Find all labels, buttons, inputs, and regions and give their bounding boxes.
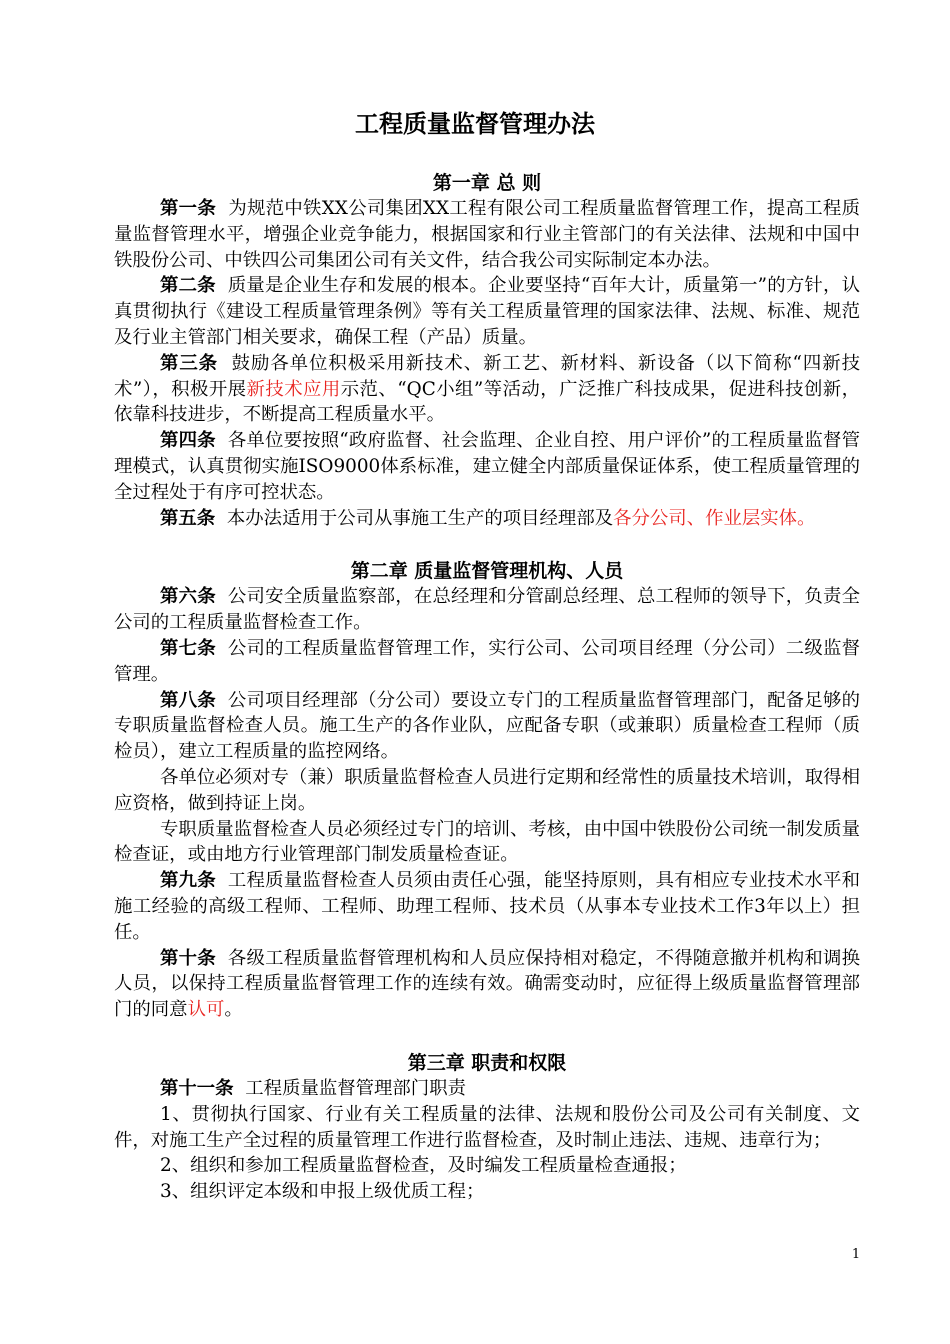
- article-1: [114, 196, 860, 273]
- article-5: [114, 506, 860, 532]
- article-label: 第十条: [160, 947, 216, 969]
- article-label: 第四条: [160, 430, 216, 452]
- article-label: 第七条: [160, 637, 216, 659]
- revision-highlight: 新技术应用: [246, 378, 341, 400]
- article-4: [114, 428, 860, 505]
- article-3: [114, 351, 860, 428]
- chapter-heading: 第二章 质量监督管理机构、人员: [350, 560, 624, 583]
- article-9: [114, 868, 860, 945]
- article-8-paragraph: 专职质量监督检查人员必须经过专门的培训、考核，由中国中铁股份公司统一制发质量检查证，或由地方行业管理部门制发质量检查证。: [114, 818, 860, 866]
- article-8: [114, 688, 860, 765]
- article-text: 鼓励各单位积极采用新技术、新工艺、新材料、新设备（以下简称“四新技术”），积极开展: [114, 352, 860, 400]
- article-text: 。: [224, 999, 243, 1021]
- article-label: 第三条: [160, 352, 219, 374]
- article-text: 各单位要按照“政府监督、社会监理、企业自控、用户评价”的工程质量监督管理模式，认真贯彻实施ISO9000体系标准，建立健全内部质量保证体系，使工程质量管理的全过程处于有序可控状态。: [114, 430, 860, 503]
- chapter-heading: 第一章 总 则: [432, 172, 542, 194]
- list-item: 3、组织评定本级和申报上级优质工程；: [160, 1181, 485, 1203]
- list-item: 1、贯彻执行国家、行业有关工程质量的法律、法规和股份公司及公司有关制度、文件，对施工生产全过程的质量管理工作进行监督检查，及时制止违法、违规、违章行为；: [114, 1103, 860, 1151]
- article-11: [114, 1076, 860, 1102]
- article-text: 各级工程质量监督管理机构和人员应保持相对稳定，不得随意撤并机构和调换人员，以保持工程质量监督管理工作的连续有效。确需变动时，应征得上级质量监督管理部门的同意: [114, 947, 860, 1021]
- article-text: 工程质量监督检查人员须由责任心强，能坚持原则，具有相应专业技术水平和施工经验的高级工程师、工程师、助理工程师、技术员（从事本专业技术工作3年以上）担任。: [114, 870, 860, 943]
- page-number: 1: [851, 1247, 861, 1262]
- article-text: 公司的工程质量监督管理工作，实行公司、公司项目经理（分公司）二级监督管理。: [114, 637, 860, 685]
- chapter-heading: 第三章 职责和权限: [407, 1051, 567, 1074]
- revision-highlight: 各分公司、作业层实体。: [613, 507, 816, 529]
- article-text: 为规范中铁XX公司集团XX工程有限公司工程质量监督管理工作，提高工程质量监督管理水平，增强企业竞争能力，根据国家和行业主管部门的有关法律、法规和中国中铁股份公司、中铁四公司集团公司有关文件，结合我公司实际制定本办法。: [114, 198, 860, 271]
- revision-highlight: 认可: [187, 999, 225, 1021]
- article-text: 本办法适用于公司从事施工生产的项目经理部及: [226, 507, 614, 529]
- article-text: 质量是企业生存和发展的根本。企业要坚持“百年大计，质量第一”的方针，认真贯彻执行《建设工程质量管理条例》等有关工程质量管理的国家法律、法规、标准、规范及行业主管部门相关要求，确保工程（产品）质量。: [114, 275, 860, 348]
- article-text: 工程质量监督管理部门职责: [245, 1077, 466, 1099]
- article-6: [114, 584, 860, 636]
- document-title: 工程质量监督管理办法: [355, 110, 595, 138]
- article-label: 第六条: [160, 586, 216, 608]
- article-text: 公司项目经理部（分公司）要设立专门的工程质量监督管理部门，配备足够的专职质量监督检查人员。施工生产的各作业队，应配备专职（或兼职）质量检查工程师（质检员），建立工程质量的监控网络。: [114, 689, 860, 763]
- article-8-paragraph: 各单位必须对专（兼）职质量监督检查人员进行定期和经常性的质量技术培训，取得相应资格，做到持证上岗。: [114, 766, 860, 814]
- article-label: 第二条: [160, 275, 216, 297]
- article-label: 第一条: [160, 198, 217, 219]
- article-label: 第五条: [160, 507, 216, 529]
- article-label: 第十一条: [160, 1077, 234, 1099]
- article-text: 示范、“QC小组”等活动，广泛推广科技成果，促进科技创新，依靠科技进步，不断提高工程质量水平。: [114, 378, 861, 426]
- article-label: 第九条: [160, 870, 216, 892]
- article-text: 公司安全质量监察部，在总经理和分管副总经理、总工程师的领导下，负责全公司的工程质量监督检查工作。: [114, 586, 860, 634]
- document-body: [114, 170, 860, 1205]
- article-7: [114, 636, 860, 688]
- article-2: [114, 273, 860, 350]
- article-label: 第八条: [160, 689, 216, 711]
- article-10: [114, 946, 860, 1023]
- list-item: 2、组织和参加工程质量监督检查，及时编发工程质量检查通报；: [160, 1155, 687, 1177]
